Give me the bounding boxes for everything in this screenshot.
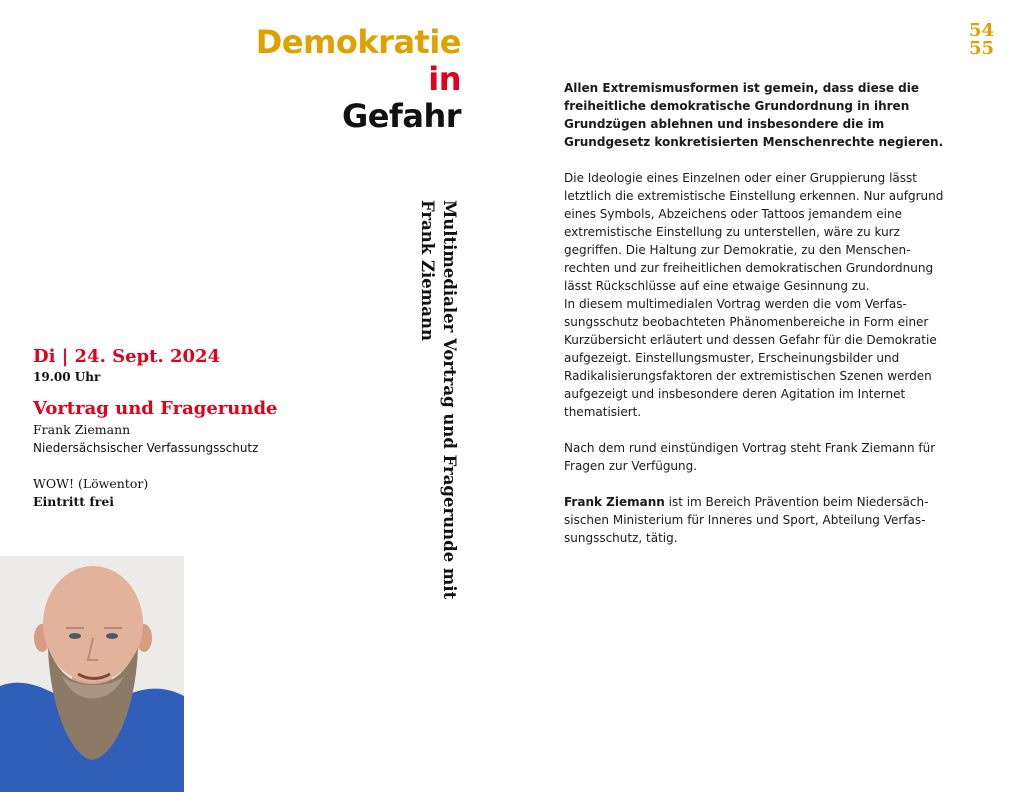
event-headline [256, 24, 461, 135]
event-title: Vortrag und Fragerunde [33, 398, 278, 419]
paragraph-2: In diesem multimedialen Vortrag werden die vom Verfassungsschutz beobachteten Phänomenbereiche in Form einer Kurzübersicht erläutert und dessen Gefahr für die Demokratie aufgezeigt. Einstellungsmuster, Erscheinungsbilder und Radikalisierungsfaktoren der extremistischen Szenen werden aufgezeigt und insbesondere deren Agitation im Internet thematisiert. [564, 297, 937, 419]
event-time: 19.00 Uhr [33, 370, 101, 384]
event-entry: Eintritt frei [33, 494, 115, 509]
speaker-name-bold: Frank Ziemann [564, 495, 665, 509]
paragraph-4 [564, 493, 948, 547]
page-number-left: 54 [968, 20, 994, 41]
headline-line-1: Demokratie [255, 23, 461, 61]
page-numbers [969, 22, 994, 58]
headline-line-2: in [428, 60, 461, 98]
speaker-portrait [0, 556, 184, 792]
page-number-right: 55 [968, 38, 994, 59]
paragraph-4-text: ist im Bereich Prävention beim Niedersächsischen Ministerium für Inneres und Sport, Abteilung Verfassungsschutz, tätig. [564, 495, 929, 545]
event-speaker: Frank Ziemann [33, 422, 131, 437]
lead-paragraph: Allen Extremismusformen ist gemein, dass diese die freiheitliche demokratische Grundordnung in ihren Grundzügen ablehnen und insbesondere die im Grundgesetz konkretisierten Menschenrechte negieren. [564, 81, 944, 149]
event-details [33, 345, 333, 511]
subtitle-line-2: Frank Ziemann [418, 200, 437, 341]
article-body [564, 79, 948, 565]
event-organization: Niedersächsischer Verfassungsschutz [33, 441, 259, 455]
vertical-subtitle [416, 200, 460, 599]
speaker-portrait-image [0, 556, 184, 792]
paragraph-3: Nach dem rund einstündigen Vortrag steht Frank Ziemann für Fragen zur Verfügung. [564, 441, 936, 473]
headline-line-3: Gefahr [341, 97, 461, 135]
event-venue: WOW! (Löwentor) [33, 476, 149, 491]
subtitle-line-1: Multimedialer Vortrag und Fragerunde mit [440, 200, 459, 600]
event-date: Di | 24. Sept. 2024 [33, 346, 221, 367]
paragraph-1: Die Ideologie eines Einzelnen oder einer Gruppierung lässt letztlich die extremistische Einstellung erkennen. Nur aufgrund eines Symbols, Abzeichens oder Tattoos jemandem eine extremistische Einstellung zu unterstellen, wäre zu kurz gegriffen. Die Haltung zur Demokratie, zu den Menschenrechten und zur freiheitlichen demokratischen Grundordnung lässt Rückschlüsse auf eine etwaige Gesinnung zu. [564, 171, 944, 293]
